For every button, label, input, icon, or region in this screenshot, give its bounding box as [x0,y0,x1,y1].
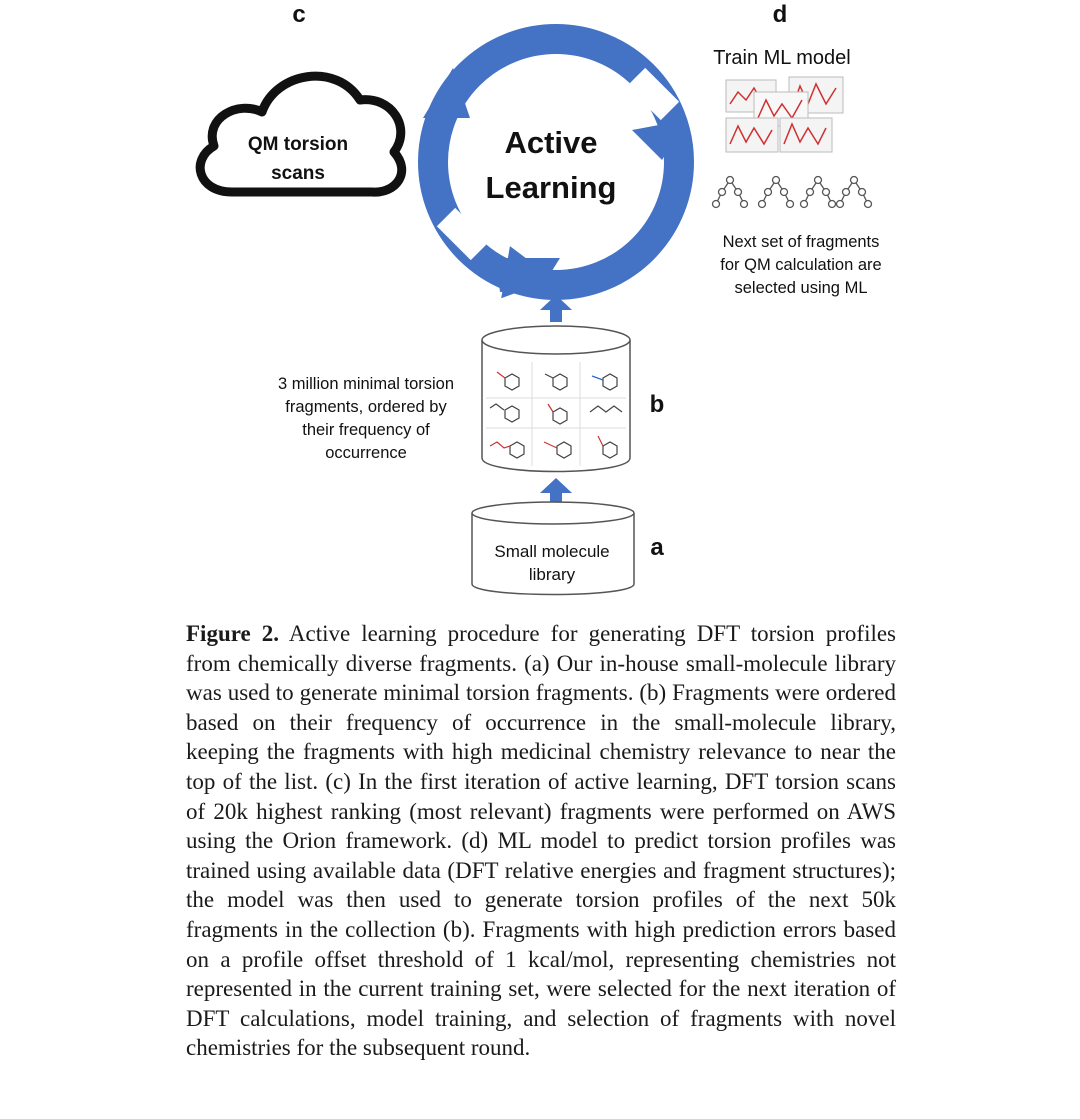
cycle-text-line1: Active [504,125,598,160]
next-set-line1: Next set of fragments [722,233,880,251]
fragments-text-line1: 3 million minimal torsion [277,375,455,393]
up-arrow-to-fragments [540,478,572,504]
network-icon [801,177,836,208]
cloud-text-line2: scans [271,163,325,184]
next-set-line3: selected using ML [734,279,868,297]
network-icon [713,177,748,208]
active-learning-cycle [423,39,686,298]
fragment-database [482,326,630,472]
fragments-text-line3: their frequency of [302,421,430,439]
panel-label-a: a [650,534,664,561]
panel-label-b: b [649,391,665,418]
fragments-text-line2: fragments, ordered by [285,398,447,416]
library-text-line1: Small molecule [494,542,610,561]
torsion-plot-thumb [780,118,832,152]
network-icon [759,177,794,208]
panel-label-c: c [292,1,306,28]
cycle-text-line2: Learning [485,170,617,205]
fragments-text-line4: occurrence [325,444,407,462]
next-set-line2: for QM calculation are [720,256,882,274]
network-icon [837,177,872,208]
figure-caption [186,619,896,1063]
torsion-plot-thumb [726,118,778,152]
ml-network-icons [713,177,872,208]
caption-label: Figure 2. [186,621,280,646]
train-ml-title: Train ML model [713,47,851,69]
library-text-line2: library [528,565,576,584]
torsion-plot-thumbnails [726,77,843,152]
panel-label-d: d [772,1,788,28]
caption-text: Active learning procedure for generating DFT torsion profiles from chemically diverse fragments. (a) Our in-house small-molecule library was used to generate minimal torsion fragments. (b) Fragments were ordered based on their frequency of occurrence in the small-molecule library, keeping the fragments with high medicinal chemistry relevance to near the top of the list. (c) In the first iteration of active learning, DFT torsion scans of 20k highest ranking (most relevant) fragments were performed on AWS using the Orion framework. (d) ML model to predict torsion profiles was trained using available data (DFT relative energies and fragment structures); the model was then used to generate torsion profiles of the next 50k fragments in the collection (b). Fragments with high prediction errors based on a profile offset threshold of 1 kcal/mol, representing chemistries not represented in the current training set, were selected for the next iteration of DFT calculations, model training, and selection of fragments with novel chemistries for the subsequent round. [186,621,897,1061]
cloud-text-line1: QM torsion [247,134,349,155]
